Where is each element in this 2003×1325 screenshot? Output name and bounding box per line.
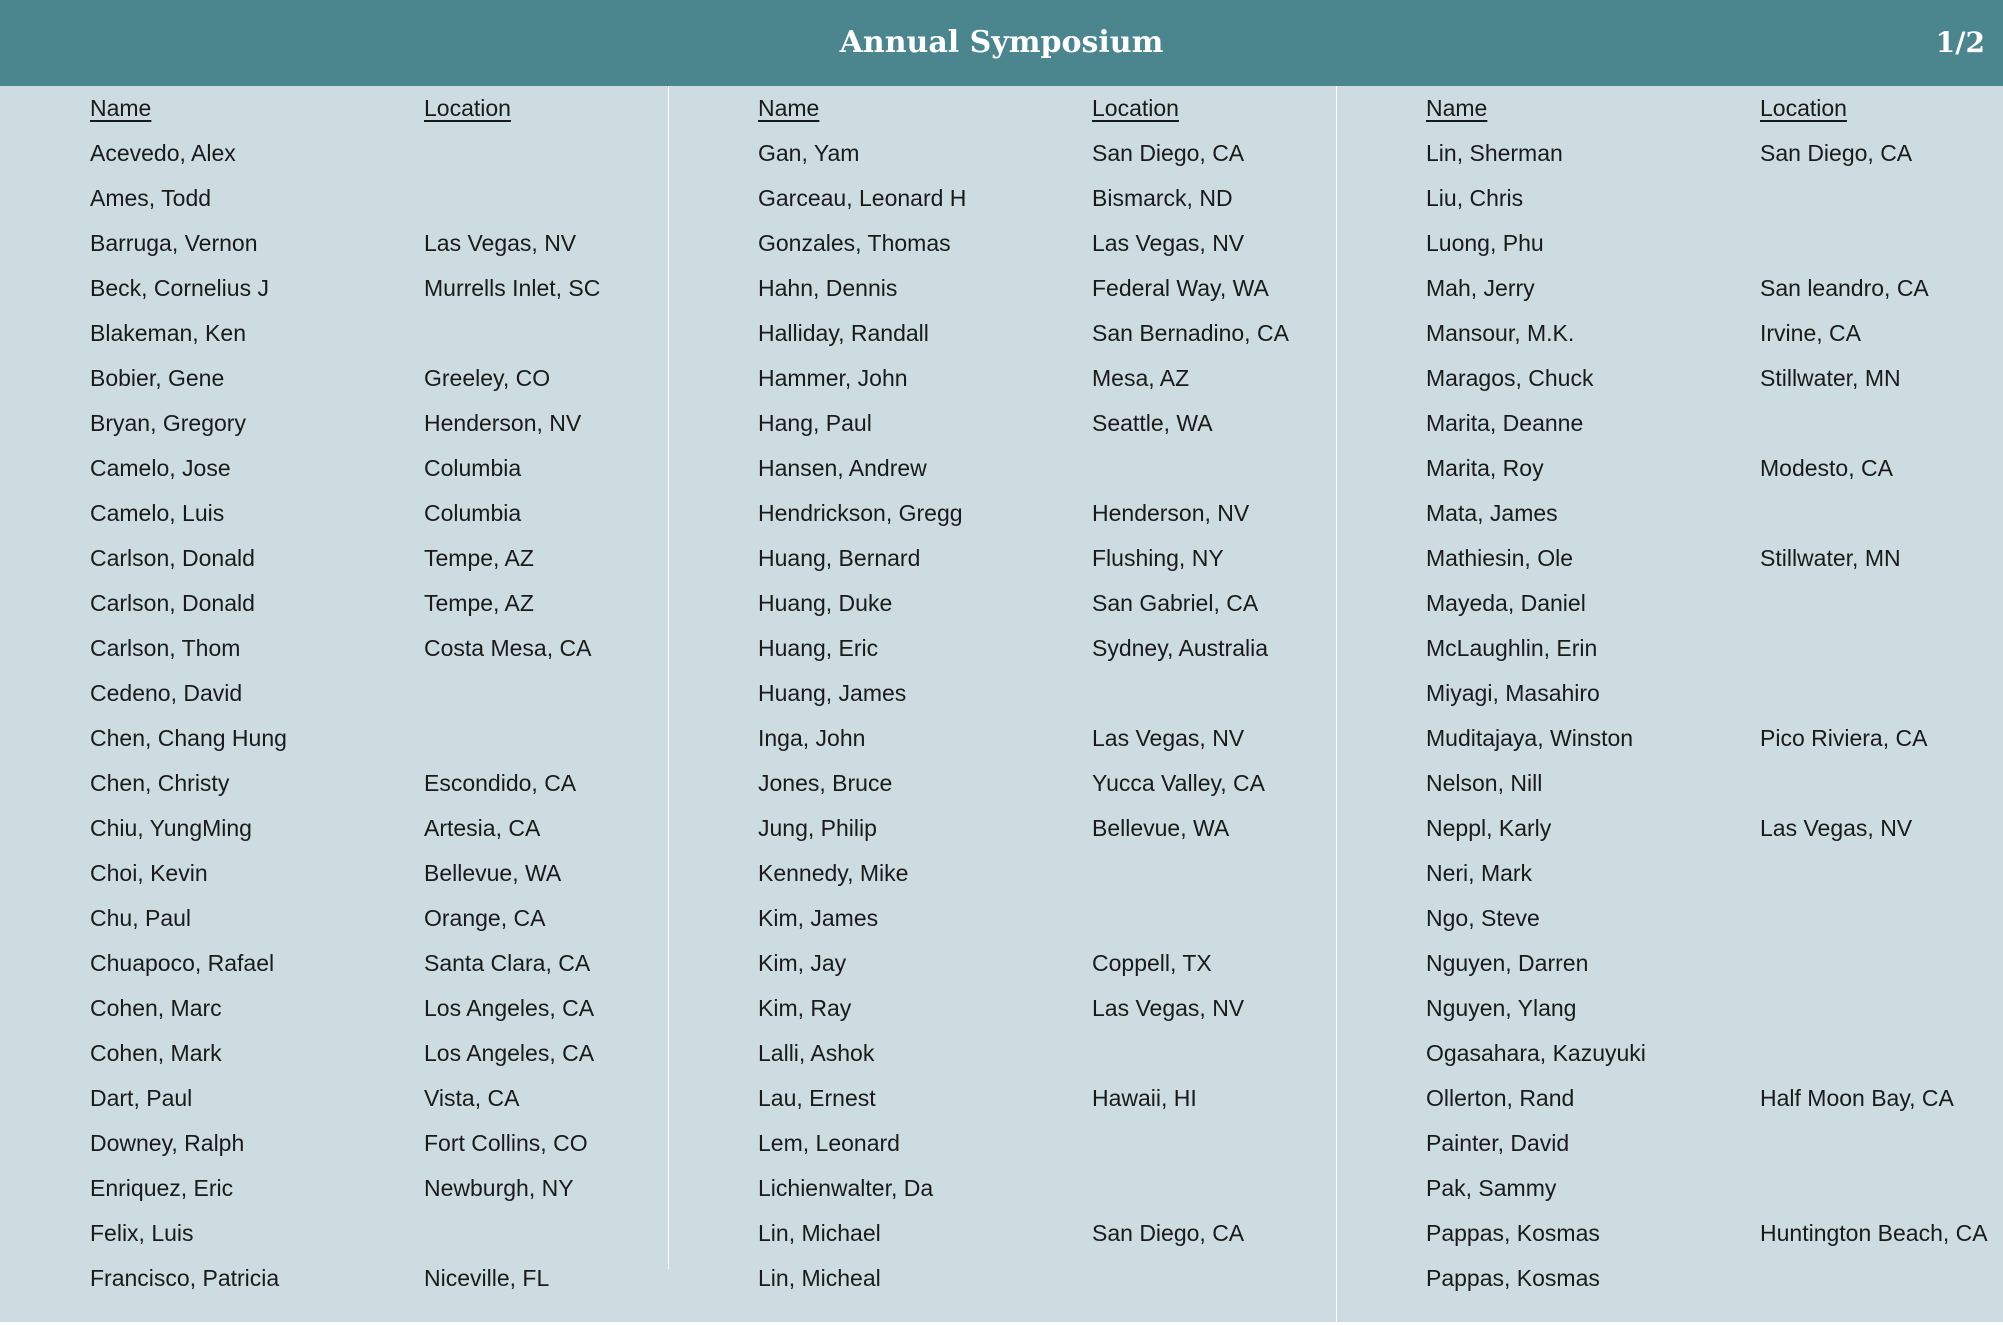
attendee-location: Henderson, NV [424, 410, 582, 436]
attendee-name: Choi, Kevin [90, 860, 208, 886]
table-row [668, 806, 1336, 851]
attendee-location: Fort Collins, CO [424, 1130, 588, 1156]
attendee-name: Acevedo, Alex [90, 140, 236, 166]
attendee-name: Hang, Paul [758, 410, 872, 436]
table-row [668, 1211, 1336, 1256]
attendee-name: Nguyen, Darren [1426, 950, 1589, 976]
attendee-name: Ngo, Steve [1426, 905, 1540, 931]
attendee-name: Camelo, Jose [90, 455, 231, 481]
attendee-name: Blakeman, Ken [90, 320, 246, 346]
attendee-name: Garceau, Leonard H [758, 185, 967, 211]
attendee-name: Hahn, Dennis [758, 275, 898, 301]
attendee-name: Ogasahara, Kazuyuki [1426, 1040, 1646, 1066]
attendee-location: Los Angeles, CA [424, 995, 595, 1021]
attendee-name: Ames, Todd [90, 185, 212, 211]
location-column-header: Location [1760, 95, 1847, 121]
table-row [1336, 1076, 2003, 1121]
attendee-location: San Diego, CA [1092, 140, 1245, 166]
attendee-location: Costa Mesa, CA [424, 635, 592, 661]
attendee-name: Nguyen, Ylang [1426, 995, 1577, 1021]
attendee-location: Bellevue, WA [1092, 815, 1230, 841]
table-row [0, 761, 668, 806]
table-row [1336, 536, 2003, 581]
attendee-name: Marita, Deanne [1426, 410, 1584, 436]
attendee-name: Mayeda, Daniel [1426, 590, 1586, 616]
table-row [1336, 986, 2003, 1031]
attendee-location: Los Angeles, CA [424, 1040, 595, 1066]
attendee-name: Carlson, Donald [90, 590, 255, 616]
table-row [1336, 401, 2003, 446]
attendee-name: Neppl, Karly [1426, 815, 1552, 841]
table-row [0, 986, 668, 1031]
table-row [668, 356, 1336, 401]
attendee-name: Cohen, Marc [90, 995, 222, 1021]
attendee-name: Muditajaya, Winston [1426, 725, 1634, 751]
attendee-name: Ollerton, Rand [1426, 1085, 1575, 1111]
attendee-location: Columbia [424, 455, 522, 481]
attendee-location: Sydney, Australia [1092, 635, 1269, 661]
attendee-name: Kim, Ray [758, 995, 852, 1021]
table-row [668, 446, 1336, 491]
attendee-name: Huang, James [758, 680, 907, 706]
name-column-header: Name [1426, 95, 1488, 121]
attendee-name: Inga, John [758, 725, 866, 751]
table-row [668, 311, 1336, 356]
attendee-name: Nelson, Nill [1426, 770, 1543, 796]
attendee-location: Yucca Valley, CA [1092, 770, 1266, 796]
table-row [0, 1166, 668, 1211]
attendee-name: Lalli, Ashok [758, 1040, 875, 1066]
table-row [0, 581, 668, 626]
attendee-name: Cohen, Mark [90, 1040, 222, 1066]
table-row [1336, 1121, 2003, 1166]
table-row [1336, 896, 2003, 941]
attendee-location: Seattle, WA [1092, 410, 1213, 436]
table-row [1336, 491, 2003, 536]
table-row [0, 626, 668, 671]
table-row [1336, 266, 2003, 311]
name-column-header: Name [758, 95, 820, 121]
attendee-location: Half Moon Bay, CA [1760, 1085, 1954, 1111]
attendee-name: Hammer, John [758, 365, 908, 391]
attendee-name: Liu, Chris [1426, 185, 1524, 211]
attendee-name: Mathiesin, Ole [1426, 545, 1574, 571]
attendee-name: Kennedy, Mike [758, 860, 909, 886]
attendee-name: Mata, James [1426, 500, 1558, 526]
table-row [0, 851, 668, 896]
attendee-name: Carlson, Thom [90, 635, 241, 661]
attendee-name: Kim, Jay [758, 950, 847, 976]
table-row [0, 716, 668, 761]
attendee-name: Hendrickson, Gregg [758, 500, 963, 526]
table-row [668, 1256, 1336, 1301]
table-row [0, 896, 668, 941]
attendee-name: Kim, James [758, 905, 879, 931]
attendee-location: Escondido, CA [424, 770, 577, 796]
attendee-name: Chen, Christy [90, 770, 230, 796]
attendee-name: Bryan, Gregory [90, 410, 246, 436]
attendee-name: Bobier, Gene [90, 365, 225, 391]
attendee-name: Mah, Jerry [1426, 275, 1535, 301]
column-header-row [668, 86, 1336, 131]
attendee-name: Beck, Cornelius J [90, 275, 269, 301]
attendee-name: Luong, Phu [1426, 230, 1544, 256]
attendee-name: Dart, Paul [90, 1085, 193, 1111]
table-row [0, 446, 668, 491]
table-row [0, 176, 668, 221]
location-column-header: Location [424, 95, 511, 121]
table-row [0, 356, 668, 401]
table-row [668, 131, 1336, 176]
attendee-name: Chuapoco, Rafael [90, 950, 275, 976]
attendee-name: Enriquez, Eric [90, 1175, 234, 1201]
attendee-location: Las Vegas, NV [1092, 995, 1245, 1021]
table-row [668, 671, 1336, 716]
table-row [668, 851, 1336, 896]
attendee-name: Maragos, Chuck [1426, 365, 1594, 391]
attendee-location: Niceville, FL [424, 1265, 550, 1291]
attendee-location: Bellevue, WA [424, 860, 562, 886]
attendee-name: Francisco, Patricia [90, 1265, 280, 1291]
name-column-header: Name [90, 95, 152, 121]
attendee-name: Mansour, M.K. [1426, 320, 1575, 346]
table-row [0, 1076, 668, 1121]
attendee-name: Lichienwalter, Da [758, 1175, 934, 1201]
attendee-name: Painter, David [1426, 1130, 1570, 1156]
table-row [668, 941, 1336, 986]
attendee-location: San Gabriel, CA [1092, 590, 1259, 616]
page-indicator: 1/2 [1935, 26, 1985, 59]
attendee-location: Stillwater, MN [1760, 365, 1901, 391]
attendee-name: McLaughlin, Erin [1426, 635, 1598, 661]
table-row [1336, 311, 2003, 356]
attendee-name: Pappas, Kosmas [1426, 1265, 1600, 1291]
attendee-name: Huang, Eric [758, 635, 879, 661]
attendee-location: Tempe, AZ [424, 545, 534, 571]
attendee-location: Irvine, CA [1760, 320, 1861, 346]
table-row [1336, 716, 2003, 761]
attendee-location: Huntington Beach, CA [1760, 1220, 1988, 1246]
attendee-location: Coppell, TX [1092, 950, 1212, 976]
attendee-name: Lin, Sherman [1426, 140, 1563, 166]
attendee-name: Neri, Mark [1426, 860, 1533, 886]
table-row [668, 491, 1336, 536]
attendee-name: Lau, Ernest [758, 1085, 876, 1111]
attendee-name: Barruga, Vernon [90, 230, 258, 256]
attendee-location: Pico Riviera, CA [1760, 725, 1928, 751]
attendee-column [668, 86, 1336, 1301]
attendee-location: Modesto, CA [1760, 455, 1893, 481]
table-row [1336, 1256, 2003, 1301]
table-row [0, 401, 668, 446]
table-row [1336, 1211, 2003, 1256]
header-bar [0, 0, 2003, 86]
table-row [668, 176, 1336, 221]
attendee-name: Chen, Chang Hung [90, 725, 287, 751]
attendee-location: Columbia [424, 500, 522, 526]
table-row [668, 221, 1336, 266]
attendee-location: Newburgh, NY [424, 1175, 574, 1201]
table-row [0, 941, 668, 986]
attendee-name: Marita, Roy [1426, 455, 1544, 481]
table-row [668, 536, 1336, 581]
table-row [1336, 446, 2003, 491]
table-row [0, 221, 668, 266]
column-header-row [1336, 86, 2003, 131]
table-row [0, 1031, 668, 1076]
table-row [1336, 806, 2003, 851]
attendee-location: Mesa, AZ [1092, 365, 1190, 391]
attendee-name: Jung, Philip [758, 815, 877, 841]
location-column-header: Location [1092, 95, 1179, 121]
table-row [0, 1121, 668, 1166]
attendee-location: Las Vegas, NV [1092, 725, 1245, 751]
attendee-name: Downey, Ralph [90, 1130, 245, 1156]
attendee-location: Flushing, NY [1092, 545, 1224, 571]
attendee-location: Stillwater, MN [1760, 545, 1901, 571]
attendee-name: Lin, Michael [758, 1220, 881, 1246]
table-row [0, 491, 668, 536]
table-row [668, 986, 1336, 1031]
attendee-location: San Diego, CA [1760, 140, 1913, 166]
table-row [668, 896, 1336, 941]
table-row [0, 131, 668, 176]
attendee-location: Las Vegas, NV [424, 230, 577, 256]
attendee-location: Hawaii, HI [1092, 1085, 1197, 1111]
attendee-location: Tempe, AZ [424, 590, 534, 616]
table-row [668, 1166, 1336, 1211]
table-row [0, 1211, 668, 1256]
table-row [668, 401, 1336, 446]
attendee-location: Las Vegas, NV [1760, 815, 1913, 841]
attendee-column [0, 86, 668, 1301]
attendee-location: Vista, CA [424, 1085, 520, 1111]
attendee-location: Bismarck, ND [1092, 185, 1233, 211]
attendee-name: Camelo, Luis [90, 500, 225, 526]
table-row [1336, 581, 2003, 626]
attendee-name: Pak, Sammy [1426, 1175, 1557, 1201]
table-row [0, 266, 668, 311]
attendee-name: Lem, Leonard [758, 1130, 900, 1156]
attendee-name: Cedeno, David [90, 680, 243, 706]
attendee-name: Gonzales, Thomas [758, 230, 951, 256]
page-title: Annual Symposium [839, 25, 1164, 60]
table-row [0, 536, 668, 581]
table-row [668, 626, 1336, 671]
table-row [1336, 851, 2003, 896]
attendee-name: Hansen, Andrew [758, 455, 927, 481]
attendee-location: Murrells Inlet, SC [424, 275, 601, 301]
table-row [1336, 1031, 2003, 1076]
attendee-location: Henderson, NV [1092, 500, 1250, 526]
table-row [1336, 131, 2003, 176]
table-row [0, 311, 668, 356]
attendee-location: Artesia, CA [424, 815, 541, 841]
column-header-row [0, 86, 668, 131]
table-row [1336, 671, 2003, 716]
table-row [0, 671, 668, 716]
table-row [668, 761, 1336, 806]
attendee-name: Jones, Bruce [758, 770, 893, 796]
attendee-name: Felix, Luis [90, 1220, 194, 1246]
attendee-name: Halliday, Randall [758, 320, 929, 346]
attendee-location: Orange, CA [424, 905, 546, 931]
table-row [0, 1256, 668, 1301]
attendee-column [1336, 86, 2003, 1301]
table-row [668, 266, 1336, 311]
attendee-name: Chiu, YungMing [90, 815, 252, 841]
table-row [668, 1076, 1336, 1121]
attendee-name: Huang, Bernard [758, 545, 921, 571]
table-row [1336, 356, 2003, 401]
table-row [668, 1031, 1336, 1076]
attendee-location: San Diego, CA [1092, 1220, 1245, 1246]
attendee-name: Pappas, Kosmas [1426, 1220, 1600, 1246]
table-row [1336, 626, 2003, 671]
table-row [668, 1121, 1336, 1166]
attendee-location: Santa Clara, CA [424, 950, 591, 976]
table-row [668, 716, 1336, 761]
attendee-name: Miyagi, Masahiro [1426, 680, 1600, 706]
table-row [668, 581, 1336, 626]
table-row [1336, 221, 2003, 266]
attendee-name: Huang, Duke [758, 590, 893, 616]
table-row [1336, 941, 2003, 986]
attendee-location: San Bernadino, CA [1092, 320, 1289, 346]
attendee-location: Las Vegas, NV [1092, 230, 1245, 256]
attendee-location: Greeley, CO [424, 365, 551, 391]
attendee-name: Lin, Micheal [758, 1265, 881, 1291]
table-row [0, 806, 668, 851]
attendee-table-panel [0, 86, 2003, 1325]
table-row [1336, 761, 2003, 806]
attendee-name: Gan, Yam [758, 140, 860, 166]
table-row [1336, 176, 2003, 221]
table-row [1336, 1166, 2003, 1211]
attendee-location: San leandro, CA [1760, 275, 1929, 301]
attendee-name: Chu, Paul [90, 905, 192, 931]
attendee-name: Carlson, Donald [90, 545, 255, 571]
attendee-location: Federal Way, WA [1092, 275, 1269, 301]
